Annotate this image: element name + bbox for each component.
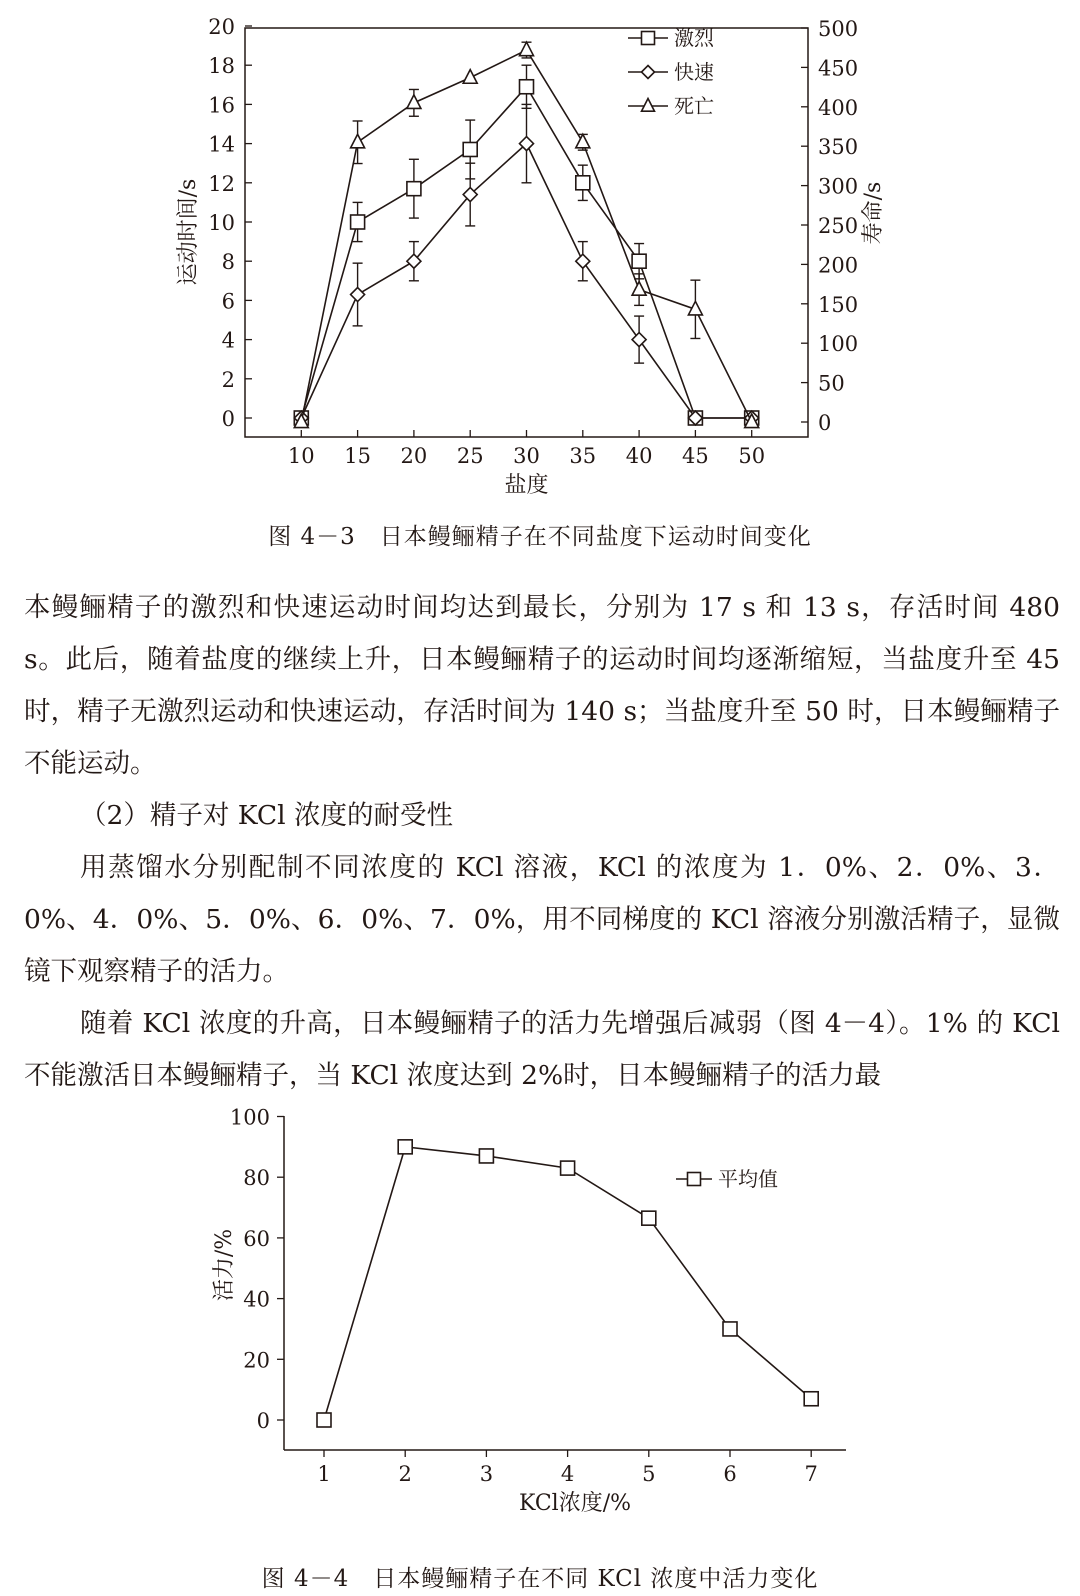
x-axis-tick-label: 3 — [479, 1462, 494, 1486]
data-point-激烈 — [520, 80, 534, 94]
right-axis-tick-label: 150 — [818, 292, 859, 317]
data-point-死亡 — [632, 282, 646, 296]
x-axis-label: KCl浓度/% — [518, 1491, 632, 1516]
y-axis-tick-label: 0 — [256, 1409, 270, 1433]
x-axis-tick-label: 5 — [642, 1462, 656, 1486]
legend-marker — [642, 99, 655, 112]
data-point-平均值 — [804, 1392, 818, 1406]
x-axis-tick-label: 50 — [738, 444, 766, 468]
right-axis-tick-label: 400 — [818, 95, 859, 120]
data-point-快速 — [576, 254, 590, 268]
series-line-快速 — [301, 144, 751, 418]
x-axis-tick-label: 15 — [344, 444, 371, 468]
legend-marker — [642, 32, 655, 45]
data-point-平均值 — [723, 1322, 737, 1336]
kcl-vitality-chart — [0, 1092, 1080, 1552]
figure-caption-4-3: 图 4－3 日本鳗鲡精子在不同盐度下运动时间变化 — [268, 524, 812, 550]
left-axis-tick-label: 10 — [208, 211, 235, 235]
x-axis-tick-label: 6 — [723, 1462, 737, 1486]
left-axis-tick-label: 8 — [221, 250, 235, 275]
data-point-平均值 — [398, 1140, 412, 1154]
data-point-激烈 — [463, 142, 477, 156]
x-axis-tick-label: 4 — [560, 1462, 575, 1486]
paragraph-kcl-result: 随着 KCl 浓度的升高，日本鳗鲡精子的活力先增强后减弱（图 4－4）。1% 的 KCl 不能激活日本鳗鲡精子，当 KCl 浓度达到 2%时，日本鳗鲡精子的活力最 — [24, 1008, 1060, 1091]
paragraph-kcl-method: 用蒸馏水分别配制不同浓度的 KCl 溶液，KCl 的浓度为 1．0%、2．0%、3．0%、4．0%、5．0%、6．0%、7．0%，用不同梯度的 KCl 溶液分别激活精子，显微镜下观察精子的活力。 — [24, 852, 1060, 987]
legend-marker — [642, 66, 655, 79]
right-axis-tick-label: 350 — [818, 135, 859, 160]
x-axis-label: 盐度 — [504, 473, 549, 498]
data-point-平均值 — [479, 1149, 493, 1163]
legend-marker — [688, 1173, 701, 1186]
right-axis-tick-label: 50 — [818, 371, 845, 396]
x-axis-tick-label: 30 — [513, 444, 540, 468]
data-point-死亡 — [351, 134, 365, 148]
y-axis-tick-label: 60 — [243, 1226, 270, 1251]
x-axis-tick-label: 40 — [625, 444, 653, 468]
right-axis-tick-label: 450 — [818, 56, 859, 81]
y-axis-tick-label: 40 — [243, 1287, 270, 1312]
left-axis-tick-label: 16 — [208, 93, 235, 118]
x-axis-tick-label: 45 — [682, 444, 709, 468]
paragraph-salinity-result: 本鳗鲡精子的激烈和快速运动时间均达到最长，分别为 17 s 和 13 s，存活时间 480 s。此后，随着盐度的继续上升，日本鳗鲡精子的运动时间均逐渐缩短，当盐度升至 45 时，精子无激烈运动和快速运动，存活时间为 140 s；当盐度升至 50 时，日本鳗鲡精子不能运动。 — [24, 592, 1060, 779]
data-point-平均值 — [642, 1211, 656, 1225]
data-point-激烈 — [407, 182, 421, 196]
data-point-激烈 — [576, 176, 590, 190]
x-axis-tick-label: 10 — [287, 444, 315, 468]
legend-label: 平均值 — [718, 1167, 778, 1191]
x-axis-tick-label: 35 — [569, 444, 597, 468]
left-axis-tick-label: 2 — [221, 367, 235, 392]
data-point-平均值 — [317, 1413, 331, 1427]
figure-caption-4-4: 图 4－4 日本鳗鲡精子在不同 KCl 浓度中活力变化 — [261, 1566, 819, 1592]
data-point-死亡 — [576, 134, 590, 148]
left-axis-tick-label: 14 — [208, 132, 235, 157]
x-axis-tick-label: 20 — [400, 444, 428, 468]
right-axis-tick-label: 100 — [818, 332, 859, 357]
data-point-死亡 — [407, 95, 421, 109]
data-point-死亡 — [520, 42, 534, 56]
x-axis-tick-label: 2 — [398, 1462, 412, 1486]
data-point-快速 — [351, 288, 365, 302]
x-axis-tick-label: 25 — [456, 444, 484, 468]
left-axis-tick-label: 6 — [221, 289, 235, 314]
legend-label: 快速 — [674, 60, 714, 84]
data-point-激烈 — [351, 215, 365, 229]
left-axis-tick-label: 4 — [221, 328, 235, 353]
y-axis-tick-label: 80 — [243, 1166, 270, 1191]
data-point-平均值 — [561, 1161, 575, 1175]
data-point-死亡 — [463, 70, 477, 84]
x-axis-tick-label: 1 — [317, 1462, 331, 1486]
section-heading-kcl-tolerance: （2）精子对 KCl 浓度的耐受性 — [80, 800, 454, 831]
left-axis-tick-label: 20 — [208, 15, 235, 39]
right-axis-tick-label: 0 — [818, 411, 832, 435]
left-axis-tick-label: 12 — [208, 171, 235, 196]
y-axis-tick-label: 20 — [243, 1348, 270, 1373]
right-axis-tick-label: 500 — [818, 17, 859, 41]
legend-label: 死亡 — [674, 94, 714, 118]
legend-label: 激烈 — [674, 26, 714, 50]
data-point-激烈 — [632, 254, 646, 268]
left-axis-label: 运动时间/s — [176, 178, 201, 286]
left-axis-tick-label: 18 — [208, 54, 235, 79]
data-point-快速 — [632, 333, 646, 347]
y-axis-tick-label: 100 — [229, 1105, 270, 1130]
right-axis-tick-label: 250 — [818, 214, 859, 238]
right-axis-tick-label: 300 — [818, 174, 859, 199]
right-axis-tick-label: 200 — [818, 253, 859, 278]
x-axis-tick-label: 7 — [804, 1462, 818, 1486]
right-axis-label: 寿命/s — [861, 181, 886, 245]
y-axis-label: 活力/% — [212, 1228, 237, 1302]
left-axis-tick-label: 0 — [221, 407, 235, 431]
salinity-motility-chart — [0, 0, 1080, 510]
